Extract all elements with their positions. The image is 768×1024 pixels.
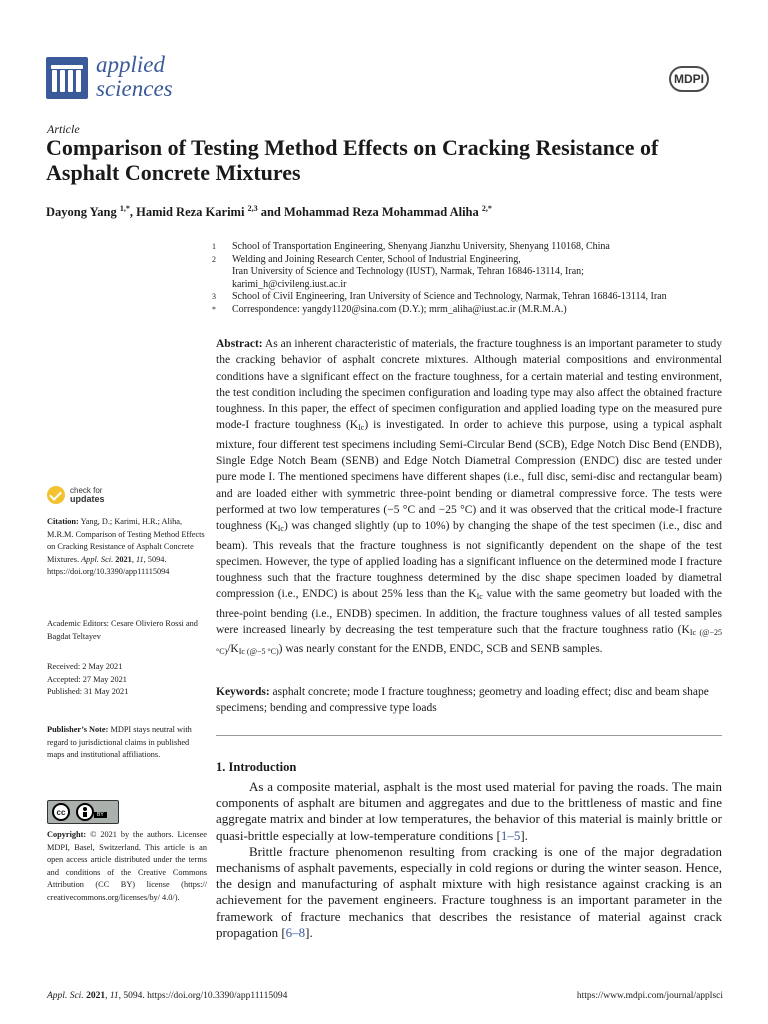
author-affiliation: 1,* [119,204,130,213]
abstract-text: ) was changed slightly (up to 10%) by changing the shape of the test specimen (i.e., disc and beam). This reveals that the fracture toughness is not significantly dependent on the shape of the test specimen. However, the type of applied loading has a significant influence on the determined mode I fracture toughness such that the fracture toughness determined by the disc shape specimen loaded by diametral compression (i.e., ENDC) is about 25% less than the K [216,520,723,601]
citation-label: Citation: [47,517,79,526]
author-separator: , [129,205,137,220]
footer-journal-url[interactable]: https://www.mdpi.com/journal/applsci [576,991,723,1001]
affiliation-text: School of Civil Engineering, Iran University of Science and Technology, Narmak, Tehran 16846-13114, Iran [232,291,667,302]
affiliation-number: 1 [212,242,216,251]
correspondence-text[interactable]: Correspondence: yangdy1120@sina.com (D.Y.); mrm_aliha@iust.ac.ir (M.R.M.A.) [232,303,567,315]
footer-year: 2021 [83,991,106,1001]
cc-icon: cc [52,803,70,821]
subscript: Ic [277,524,284,534]
divider [216,735,722,736]
abstract-text: As an inherent characteristic of materials, the fracture toughness is an important parameter to study the cracking behavior of asphalt concrete mixtures. Although material compositions and environmental conditions have a significant effect on the fracture toughness, for a certain material and testing environment, the test condition including the specimen configuration and loading type may also affect the obtained fracture toughness. In this paper, the effect of specimen configuration and applied loading type on the measured pure mode-I fracture toughness (K [216,338,722,432]
affiliation-item [212,254,732,267]
publisher-note-text: MDPI stays neutral with regard to jurisdictional claims in published maps and institutional affiliations. [47,725,192,760]
affiliation-number [212,266,232,279]
published-date: Published: 31 May 2021 [47,687,129,697]
affiliation-number: * [212,304,216,314]
paragraph [216,844,722,941]
publisher-note-label: Publisher’s Note: [47,725,109,734]
abstract-text: /K [227,643,239,656]
subscript: Ic (@−25 °C) [216,628,722,657]
author-separator: and [257,205,284,220]
copyright [47,829,207,905]
abstract-text: ) is investigated. In order to achieve this purpose, using a typical asphalt mixture, four different test specimens including Semi-Circular Bend (SCB), Edge Notch Disc Bend (ENDB), Single Edge Notch Beam (SENB) and Edge Notch Diametral Compression (ENDC) disc are tested under pure mode I. The mentioned specimens have different shapes (i.e., full disc, semi-disc and rectangular beam) and are loaded either with symmetric three-point bending or diametral compressive force. The tests were performed at two low temperatures (−5 °C and −25 °C) and it was observed that the critical mode-I fracture toughness (K [216,419,723,533]
keywords [216,684,722,717]
citation-link[interactable]: 6–8 [285,924,306,940]
author-name: Mohammad Reza Mohammad Aliha [283,205,479,220]
affiliation-item [212,279,732,292]
citation-year: 2021 [113,554,132,564]
citation-journal: Appl. Sci. [81,554,114,564]
author-affiliation: 2,3 [247,204,258,213]
citation [47,516,207,579]
copyright-text: © 2021 by the authors. Licensee MDPI, Basel, Switzerland. This article is an open access article distributed under the terms and conditions of the Creative Commons Attribution (CC BY) license (https:// creativecommons.org/licenses/by/ 4.0/). [47,830,207,902]
abstract-text: ) was nearly constant for the ENDB, ENDC, SCB and SENB samples. [278,643,603,656]
correspondence [212,304,732,317]
publisher-name: MDPI [669,66,709,92]
abstract [216,336,722,661]
cc-by-label: BY [94,812,107,818]
journal-name-line1: applied [96,52,165,77]
paragraph-text: ]. [520,827,528,843]
introduction-body [216,779,722,941]
author-affiliation: 2,* [481,204,492,213]
section-heading: 1. Introduction [216,760,297,774]
affiliation-number [212,279,232,292]
accepted-date: Accepted: 27 May 2021 [47,674,127,684]
check-line2: updates [70,494,105,504]
keywords-label: Keywords: [216,686,270,698]
journal-name-line2: sciences [96,76,173,101]
abstract-label: Abstract: [216,338,263,350]
affiliation-item [212,266,732,279]
journal-name [96,53,173,101]
subscript: Ic (@−5 °C) [238,647,279,657]
citation-volume: , 11 [131,554,144,564]
publisher-logo [669,66,709,92]
abstract-text: value with the same geometry but loaded with the three-point bending (i.e., ENDB) specimen. In addition, the fracture toughness values of all tested samples were increased linearly by decreasing the test temperature such that the fracture toughness ratio (K [216,588,722,637]
dates [47,661,207,699]
paragraph-text: As a composite material, asphalt is the most used material for paving the roads. The main components of asphalt are bitumen and aggregates and due to the brittleness of mastic and fine aggregate matrix and binder at low temperatures, the behavior of this material is mainly brittle or quasi-brittle especially at low-temperature conditions [ [216,779,722,843]
check-for-updates-label [70,486,105,504]
cc-by-license-badge[interactable] [47,800,119,824]
affiliation-text: Iran University of Science and Technology (IUST), Narmak, Tehran 16846-13114, Iran; [232,266,584,277]
paragraph-text: Brittle fracture phenomenon resulting from cracking is one of the major degradation mechanisms of asphalt pavements, especially in cold regions or during the winter season. Hence, the design and manufacturing of asphalt mixture with high resistance against cracking is an achievement for the pavement engineers. Fracture toughness is an important parameter in the framework of fracture mechanics that describes the resistance of material against crack propagation [ [216,843,722,940]
article-type: Article [47,122,80,136]
author-list [46,204,492,220]
article-title: Comparison of Testing Method Effects on Cracking Resistance of Asphalt Concrete Mixtures [46,135,659,185]
citation-doi[interactable]: , 5094. https://doi.org/10.3390/app11115094 [47,554,170,577]
copyright-label: Copyright: [47,830,87,839]
journal-logo [46,57,88,99]
publisher-note [47,724,207,762]
subscript: Ic [476,592,483,602]
paragraph [216,779,722,844]
footer-citation [47,991,287,1001]
check-icon [47,486,65,504]
affiliation-item [212,241,732,254]
affiliation-number: 2 [212,254,216,264]
attribution-icon [76,803,94,821]
affiliation-text: Welding and Joining Research Center, School of Industrial Engineering, [232,253,521,265]
check-for-updates-button[interactable] [47,486,105,504]
received-date: Received: 2 May 2021 [47,662,123,671]
paragraph-text: ]. [305,924,313,940]
page-footer [47,991,723,1001]
author-name: Dayong Yang [46,205,117,220]
subscript: Ic [358,423,365,433]
check-line1: check for [70,486,103,495]
academic-editors: Academic Editors: Cesare Oliviero Rossi and Bagdat Teltayev [47,619,198,641]
footer-journal: Appl. Sci. [47,991,84,1001]
affiliation-text: School of Transportation Engineering, Shenyang Jianzhu University, Shenyang 110168, China [232,241,610,252]
citation-link[interactable]: 1–5 [500,827,521,843]
affiliation-item [212,291,732,304]
author-name: Hamid Reza Karimi [136,205,245,220]
citation-text: Yang, D.; Karimi, H.R.; Aliha, M.R.M. Comparison of Testing Method Effects on Cracking Resistance of Asphalt Concrete Mixtures. [47,517,205,564]
keywords-text: asphalt concrete; mode I fracture toughness; geometry and loading effect; disc and beam shape specimens; bending and compressive type loads [216,686,709,715]
footer-volume: , 11 [105,991,119,1001]
affiliation-number: 3 [212,292,216,301]
affiliation-list [212,241,732,316]
affiliation-email[interactable]: karimi_h@civileng.iust.ac.ir [232,278,347,290]
footer-doi[interactable]: , 5094. https://doi.org/10.3390/app11115094 [118,991,288,1001]
